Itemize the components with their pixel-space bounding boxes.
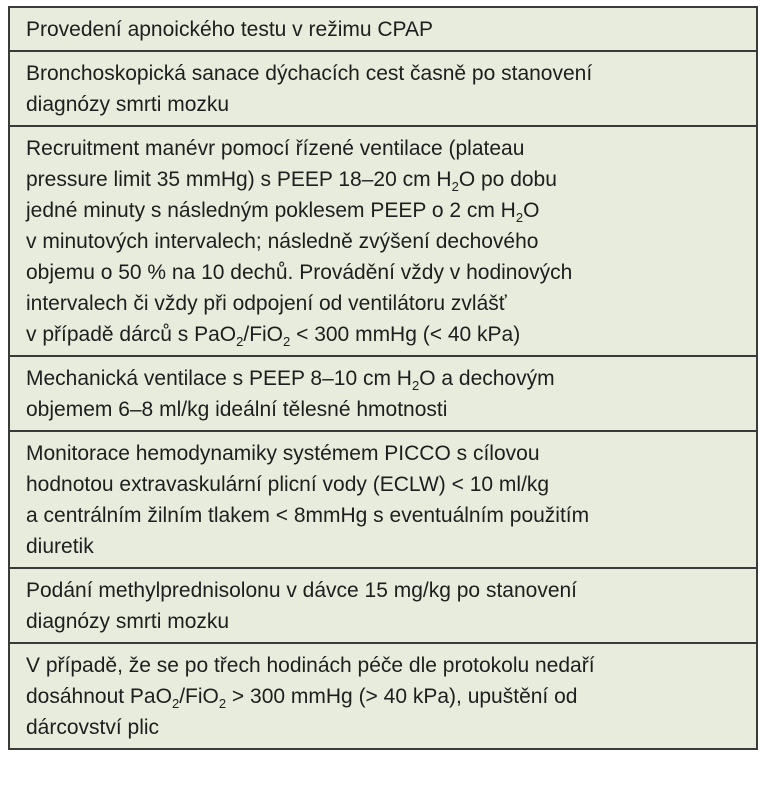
row-text-line [26,164,740,195]
row-text-line [26,394,740,425]
subscript: 2 [171,696,180,711]
table-row [10,50,756,125]
text-segment: O [523,199,540,222]
text-segment: O po dobu [458,168,557,191]
text-segment: < 300 mmHg (< 40 kPa) [290,323,521,346]
table-row [10,567,756,642]
row-text-line [26,288,740,319]
text-segment: dosáhnout PaO [26,685,172,708]
row-text-line [26,681,740,712]
text-segment: Recruitment manévr pomocí řízené ventilace (plateau [26,137,525,160]
text-segment: > 300 mmHg (> 40 kPa), upuštění od [226,685,578,708]
table-row [10,430,756,567]
row-text-line [26,712,740,743]
text-segment: O a dechovým [419,367,555,390]
row-text-line [26,226,740,257]
text-segment: objemu o 50 % na 10 dechů. Provádění vždy v hodinových [26,261,573,284]
text-segment: Provedení apnoického testu v režimu CPAP [26,18,433,41]
text-segment: v minutových intervalech; následně zvýšení dechového [26,230,539,253]
text-segment: V případě, že se po třech hodinách péče dle protokolu nedaří [26,654,595,677]
table-row [10,125,756,355]
subscript: 2 [236,334,244,349]
text-segment: jedné minuty s následným poklesem PEEP o 2 cm H [26,199,516,222]
row-text-line [26,89,740,120]
text-segment: Bronchoskopická sanace dýchacích cest časně po stanovení [26,62,593,85]
text-segment: diagnózy smrti mozku [26,93,230,116]
subscript: 2 [283,334,291,349]
text-segment: pressure limit 35 mmHg) s PEEP 18–20 cm H [26,168,452,191]
text-segment: diuretik [26,535,94,558]
text-segment: v případě dárců s PaO [26,323,237,346]
table-row [10,8,756,50]
subscript: 2 [411,378,420,393]
row-text-line [26,650,740,681]
text-segment: dárcovství plic [26,716,160,739]
row-text-line [26,606,740,637]
subscript: 2 [515,210,524,225]
text-segment: Monitorace hemodynamiky systémem PICCO s cílovou [26,442,540,465]
text-segment: /FiO [243,323,284,346]
row-text-line [26,58,740,89]
row-text-line [26,14,740,45]
text-segment: diagnózy smrti mozku [26,610,230,633]
subscript: 2 [451,179,459,194]
row-text-line [26,257,740,288]
text-segment: hodnotou extravaskulární plicní vody (ECLW) < 10 ml/kg [26,473,550,496]
row-text-line [26,133,740,164]
row-text-line [26,438,740,469]
protocol-table [8,6,758,750]
row-text-line [26,575,740,606]
row-text-line [26,363,740,394]
row-text-line [26,195,740,226]
text-segment: objemem 6–8 ml/kg ideální tělesné hmotnosti [26,398,448,421]
text-segment: a centrálním žilním tlakem < 8mmHg s eventuálním použitím [26,504,590,527]
text-segment: Mechanická ventilace s PEEP 8–10 cm H [26,367,412,390]
row-text-line [26,500,740,531]
table-row [10,642,756,748]
row-text-line [26,469,740,500]
text-segment: Podání methylprednisolonu v dávce 15 mg/kg po stanovení [26,579,578,602]
row-text-line [26,319,740,350]
row-text-line [26,531,740,562]
subscript: 2 [218,696,227,711]
text-segment: intervalech či vždy při odpojení od ventilátoru zvlášť [26,292,507,315]
text-segment: /FiO [179,685,219,708]
table-row [10,355,756,430]
